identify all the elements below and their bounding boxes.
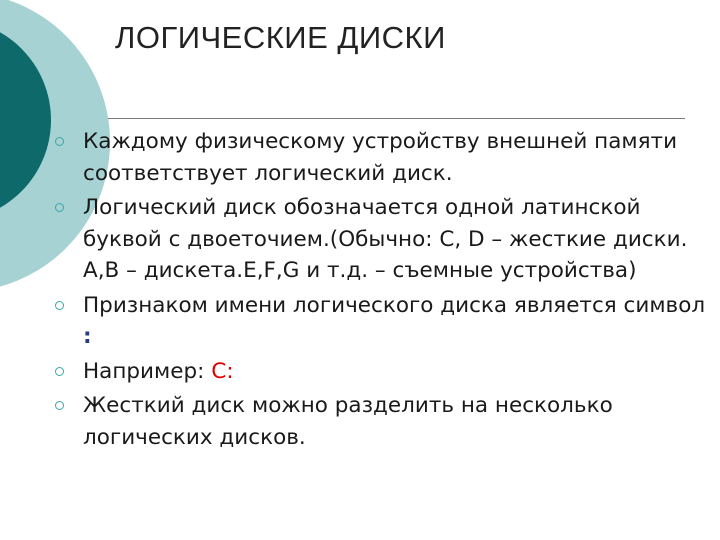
circle-bullet-icon [55, 367, 64, 376]
bullet-text: Признаком имени логического диска является символ [83, 292, 706, 318]
bullet-text: Например: [83, 358, 205, 384]
bullet-list [55, 126, 710, 456]
bullet-text: Жесткий диск можно разделить на несколько логических дисков. [83, 393, 613, 450]
circle-bullet-icon [55, 301, 64, 310]
bullet-item [55, 192, 710, 287]
drive-example: С: [211, 358, 234, 384]
circle-bullet-icon [55, 203, 64, 212]
circle-bullet-icon [55, 137, 64, 146]
colon-symbol: : [83, 324, 92, 349]
bullet-text: Каждому физическому устройству внешней памяти соответствует логический диск. [83, 129, 678, 186]
bullet-item [55, 356, 710, 388]
bullet-item [55, 290, 710, 353]
title-divider [108, 118, 685, 119]
bullet-item [55, 126, 710, 189]
circle-bullet-icon [55, 401, 64, 410]
slide-title: ЛОГИЧЕСКИЕ ДИСКИ [115, 20, 446, 55]
bullet-text: Логический диск обозначается одной латинской буквой с двоеточием.(Обычно: C, D – жесткие диски. A,B – дискета.E,F,G и т.д. – съемные устройства) [83, 195, 688, 283]
bullet-item [55, 390, 710, 453]
